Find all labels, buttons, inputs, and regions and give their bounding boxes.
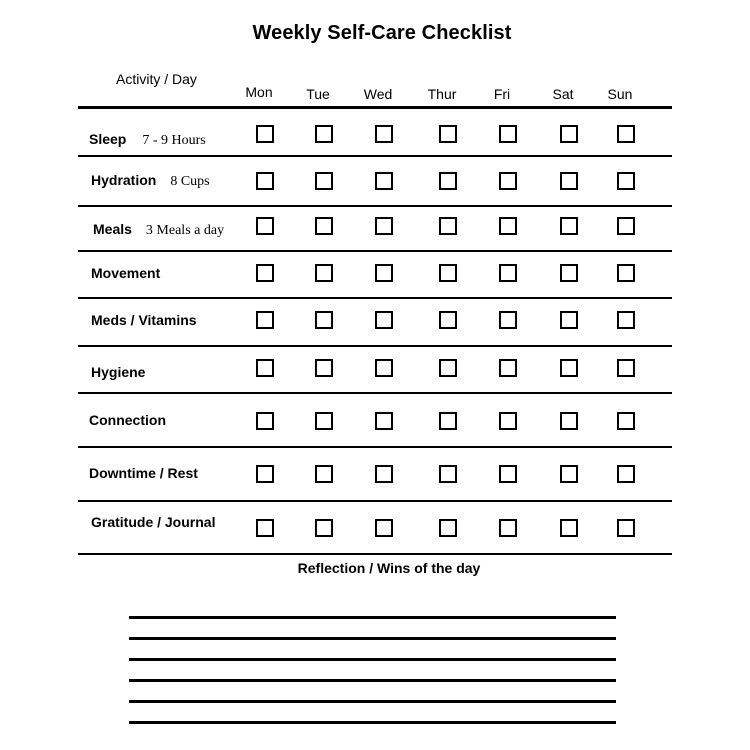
- day-header-mon: Mon: [245, 84, 273, 100]
- checkbox-hydration-sun[interactable]: [617, 172, 635, 190]
- writing-line[interactable]: [129, 721, 616, 724]
- checkbox-hydration-tue[interactable]: [315, 172, 333, 190]
- day-header-wed: Wed: [363, 86, 393, 102]
- day-header-tue: Tue: [306, 86, 330, 102]
- checkbox-sleep-thur[interactable]: [439, 125, 457, 143]
- activity-name: Gratitude / Journal: [91, 514, 216, 530]
- checkbox-downtime-rest-sat[interactable]: [560, 465, 578, 483]
- checkbox-movement-thur[interactable]: [439, 264, 457, 282]
- checkbox-gratitude-journal-sun[interactable]: [617, 519, 635, 537]
- page-title: Weekly Self-Care Checklist: [252, 22, 512, 44]
- checkbox-meds-vitamins-mon[interactable]: [256, 311, 274, 329]
- checkbox-downtime-rest-wed[interactable]: [375, 465, 393, 483]
- writing-line[interactable]: [129, 637, 616, 640]
- activity-label-sleep: [89, 131, 206, 149]
- activity-name: Sleep: [89, 131, 127, 147]
- activity-label-downtime-rest: [89, 465, 198, 481]
- checkbox-gratitude-journal-sat[interactable]: [560, 519, 578, 537]
- activity-name: Downtime / Rest: [89, 465, 198, 481]
- checkbox-sleep-sun[interactable]: [617, 125, 635, 143]
- row-divider: [78, 345, 672, 347]
- checkbox-hygiene-thur[interactable]: [439, 359, 457, 377]
- checkbox-gratitude-journal-wed[interactable]: [375, 519, 393, 537]
- checkbox-sleep-wed[interactable]: [375, 125, 393, 143]
- checkbox-meds-vitamins-fri[interactable]: [499, 311, 517, 329]
- activity-label-meds-vitamins: [91, 312, 197, 328]
- checkbox-meds-vitamins-tue[interactable]: [315, 311, 333, 329]
- activity-day-header: Activity / Day: [116, 71, 197, 87]
- writing-line[interactable]: [129, 616, 616, 619]
- row-divider: [78, 446, 672, 448]
- reflection-heading: Reflection / Wins of the day: [297, 560, 481, 576]
- activity-goal: 8 Cups: [170, 174, 210, 189]
- activity-goal: 7 - 9 Hours: [142, 133, 206, 148]
- activity-name: Connection: [89, 412, 166, 428]
- activity-label-hygiene: [91, 364, 145, 380]
- checkbox-meals-thur[interactable]: [439, 217, 457, 235]
- checkbox-sleep-mon[interactable]: [256, 125, 274, 143]
- checkbox-connection-mon[interactable]: [256, 412, 274, 430]
- activity-label-hydration: [91, 172, 210, 190]
- row-divider: [78, 500, 672, 502]
- checkbox-meds-vitamins-wed[interactable]: [375, 311, 393, 329]
- checkbox-movement-sat[interactable]: [560, 264, 578, 282]
- writing-line[interactable]: [129, 679, 616, 682]
- checkbox-downtime-rest-mon[interactable]: [256, 465, 274, 483]
- checkbox-downtime-rest-tue[interactable]: [315, 465, 333, 483]
- day-header-fri: Fri: [493, 86, 511, 102]
- checkbox-hygiene-tue[interactable]: [315, 359, 333, 377]
- activity-name: Movement: [91, 265, 161, 281]
- checkbox-hygiene-fri[interactable]: [499, 359, 517, 377]
- row-divider: [78, 250, 672, 252]
- checkbox-meals-tue[interactable]: [315, 217, 333, 235]
- checkbox-connection-sun[interactable]: [617, 412, 635, 430]
- checkbox-movement-wed[interactable]: [375, 264, 393, 282]
- checkbox-meals-fri[interactable]: [499, 217, 517, 235]
- checkbox-movement-sun[interactable]: [617, 264, 635, 282]
- row-divider: [78, 155, 672, 157]
- checkbox-gratitude-journal-mon[interactable]: [256, 519, 274, 537]
- checkbox-movement-mon[interactable]: [256, 264, 274, 282]
- checkbox-hygiene-sat[interactable]: [560, 359, 578, 377]
- checkbox-hygiene-mon[interactable]: [256, 359, 274, 377]
- checkbox-hydration-mon[interactable]: [256, 172, 274, 190]
- writing-line[interactable]: [129, 658, 616, 661]
- checkbox-sleep-sat[interactable]: [560, 125, 578, 143]
- writing-line[interactable]: [129, 700, 616, 703]
- checkbox-meals-mon[interactable]: [256, 217, 274, 235]
- checkbox-meals-sat[interactable]: [560, 217, 578, 235]
- checkbox-gratitude-journal-tue[interactable]: [315, 519, 333, 537]
- checkbox-sleep-tue[interactable]: [315, 125, 333, 143]
- checkbox-downtime-rest-fri[interactable]: [499, 465, 517, 483]
- checkbox-connection-fri[interactable]: [499, 412, 517, 430]
- checkbox-downtime-rest-thur[interactable]: [439, 465, 457, 483]
- activity-label-connection: [89, 412, 166, 428]
- checkbox-movement-fri[interactable]: [499, 264, 517, 282]
- checkbox-movement-tue[interactable]: [315, 264, 333, 282]
- checkbox-connection-wed[interactable]: [375, 412, 393, 430]
- checkbox-hygiene-sun[interactable]: [617, 359, 635, 377]
- activity-name: Hydration: [91, 172, 157, 188]
- checkbox-meds-vitamins-sat[interactable]: [560, 311, 578, 329]
- activity-label-movement: [91, 265, 160, 281]
- checkbox-gratitude-journal-thur[interactable]: [439, 519, 457, 537]
- checkbox-sleep-fri[interactable]: [499, 125, 517, 143]
- checkbox-connection-thur[interactable]: [439, 412, 457, 430]
- row-divider: [78, 205, 672, 207]
- day-header-thur: Thur: [427, 86, 457, 102]
- checkbox-connection-tue[interactable]: [315, 412, 333, 430]
- checkbox-gratitude-journal-fri[interactable]: [499, 519, 517, 537]
- checkbox-meds-vitamins-sun[interactable]: [617, 311, 635, 329]
- header-rule: [78, 106, 672, 109]
- checkbox-connection-sat[interactable]: [560, 412, 578, 430]
- activity-label-gratitude-journal: [91, 514, 215, 530]
- day-header-sun: Sun: [607, 86, 633, 102]
- checkbox-hydration-wed[interactable]: [375, 172, 393, 190]
- activity-goal: 3 Meals a day: [145, 223, 225, 238]
- checkbox-hydration-thur[interactable]: [439, 172, 457, 190]
- row-divider: [78, 297, 672, 299]
- checkbox-downtime-rest-sun[interactable]: [617, 465, 635, 483]
- checkbox-hydration-sat[interactable]: [560, 172, 578, 190]
- checkbox-hydration-fri[interactable]: [499, 172, 517, 190]
- checkbox-meals-sun[interactable]: [617, 217, 635, 235]
- activity-name: Meals: [93, 221, 132, 237]
- day-header-sat: Sat: [552, 86, 574, 102]
- activity-name: Meds / Vitamins: [91, 312, 197, 328]
- checkbox-hygiene-wed[interactable]: [375, 359, 393, 377]
- activity-name: Hygiene: [91, 364, 146, 380]
- row-divider: [78, 392, 672, 394]
- activity-label-meals: [93, 221, 224, 239]
- row-divider: [78, 553, 672, 555]
- checkbox-meds-vitamins-thur[interactable]: [439, 311, 457, 329]
- checkbox-meals-wed[interactable]: [375, 217, 393, 235]
